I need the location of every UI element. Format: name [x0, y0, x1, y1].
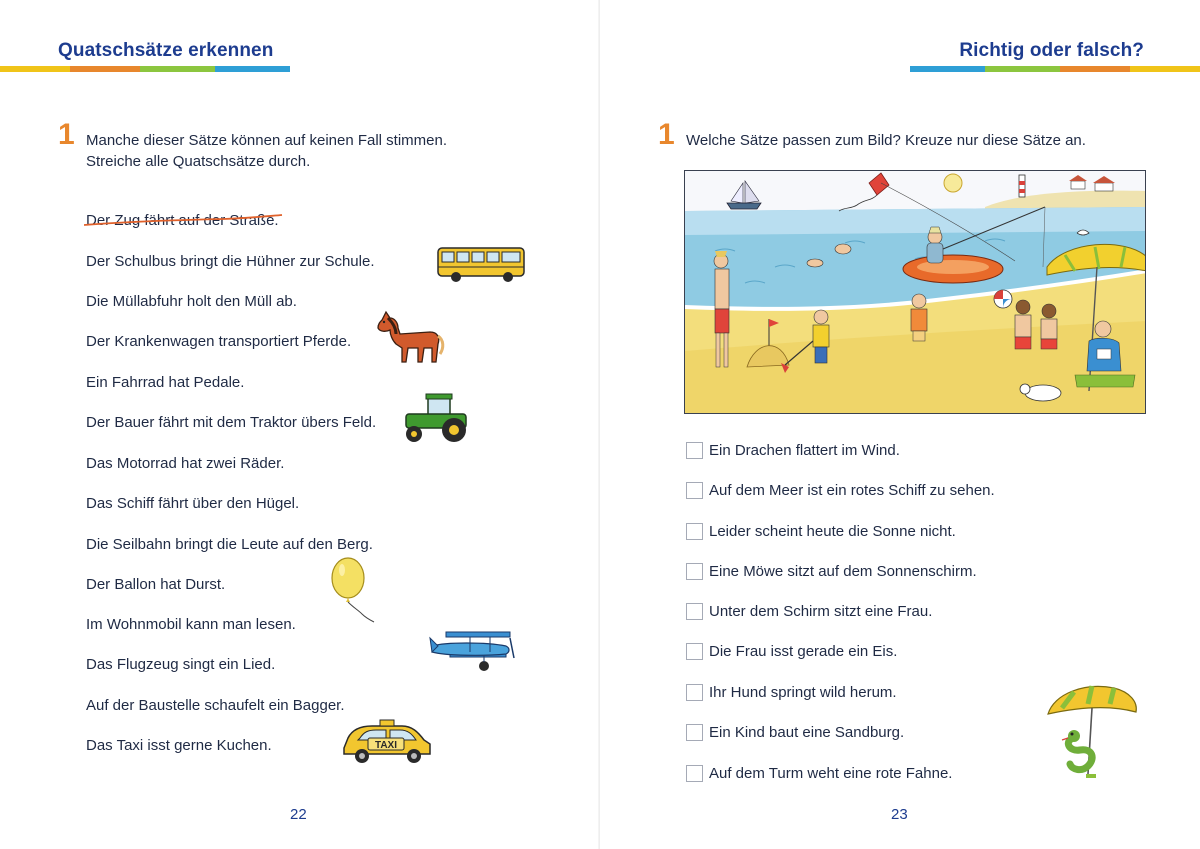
horse-icon — [374, 310, 446, 366]
left-task-number: 1 — [58, 118, 75, 151]
checkbox[interactable] — [686, 482, 703, 499]
left-page-number: 22 — [290, 806, 307, 823]
checkbox[interactable] — [686, 643, 703, 660]
airplane-icon — [426, 628, 518, 676]
checklist-item[interactable] — [686, 724, 904, 741]
checklist-label: Eine Möwe sitzt auf dem Sonnenschirm. — [709, 563, 977, 580]
strikethrough-mark — [84, 214, 284, 228]
checklist-label: Auf dem Meer ist ein rotes Schiff zu sehen. — [709, 482, 995, 499]
left-page-title: Quatschsätze erkennen — [58, 40, 274, 61]
checklist-item[interactable] — [686, 603, 932, 620]
sentence-item[interactable]: Der Krankenwagen transportiert Pferde. — [86, 333, 352, 350]
tractor-icon — [398, 392, 476, 444]
bus-icon — [436, 245, 528, 285]
checklist-item[interactable] — [686, 523, 956, 540]
checklist-item[interactable] — [686, 563, 977, 580]
sentence-item[interactable]: Auf der Baustelle schaufelt ein Bagger. — [86, 697, 345, 714]
checkbox[interactable] — [686, 724, 703, 741]
taxi-sign-text: TAXI — [374, 740, 398, 751]
checklist-label: Ein Drachen flattert im Wind. — [709, 442, 900, 459]
checklist-item[interactable] — [686, 765, 952, 782]
checklist-label: Leider scheint heute die Sonne nicht. — [709, 523, 956, 540]
checkbox[interactable] — [686, 563, 703, 580]
left-instruction — [86, 130, 506, 172]
checklist-item[interactable] — [686, 643, 897, 660]
right-color-stripe — [910, 66, 1200, 72]
checkbox[interactable] — [686, 765, 703, 782]
sentence-item[interactable]: Das Motorrad hat zwei Räder. — [86, 455, 285, 472]
sentence-item[interactable]: Die Seilbahn bringt die Leute auf den Berg. — [86, 536, 373, 553]
right-instruction: Welche Sätze passen zum Bild? Kreuze nur diese Sätze an. — [686, 132, 1086, 149]
checklist-item[interactable] — [686, 482, 995, 499]
right-page-title: Richtig oder falsch? — [959, 40, 1144, 61]
beach-scene-illustration — [684, 170, 1146, 414]
sentence-item[interactable]: Der Bauer fährt mit dem Traktor übers Feld. — [86, 414, 377, 431]
right-task-number: 1 — [658, 118, 675, 151]
taxi-icon — [338, 716, 436, 766]
sentence-item[interactable] — [86, 212, 686, 229]
sentence-item[interactable]: Der Ballon hat Durst. — [86, 576, 226, 593]
balloon-icon — [328, 556, 384, 626]
checkbox[interactable] — [686, 603, 703, 620]
sentence-item[interactable]: Das Taxi isst gerne Kuchen. — [86, 737, 272, 754]
checkbox[interactable] — [686, 523, 703, 540]
right-page-number: 23 — [891, 806, 908, 823]
sentence-item[interactable]: Das Schiff fährt über den Hügel. — [86, 495, 300, 512]
sentence-item[interactable]: Im Wohnmobil kann man lesen. — [86, 616, 296, 633]
sentence-item[interactable]: Das Flugzeug singt ein Lied. — [86, 656, 276, 673]
checkbox[interactable] — [686, 684, 703, 701]
sentence-item[interactable]: Der Schulbus bringt die Hühner zur Schule. — [86, 253, 375, 270]
sentence-text: Der Zug fährt auf der Straße. — [86, 212, 279, 229]
checklist-label: Unter dem Schirm sitzt eine Frau. — [709, 603, 933, 620]
checklist-label: Die Frau isst gerade ein Eis. — [709, 643, 898, 660]
checklist-item[interactable] — [686, 442, 900, 459]
left-color-stripe — [0, 66, 290, 72]
checklist-item[interactable] — [686, 684, 897, 701]
left-instruction-line1: Manche dieser Sätze können auf keinen Fall stimmen. — [86, 132, 448, 149]
left-instruction-line2: Streiche alle Quatschsätze durch. — [86, 153, 311, 170]
snake-mascot-icon — [1044, 680, 1140, 780]
sentence-item[interactable]: Die Müllabfuhr holt den Müll ab. — [86, 293, 297, 310]
sentence-item[interactable]: Ein Fahrrad hat Pedale. — [86, 374, 245, 391]
checkbox[interactable] — [686, 442, 703, 459]
checklist-label: Ihr Hund springt wild herum. — [709, 684, 897, 701]
checklist-label: Auf dem Turm weht eine rote Fahne. — [709, 765, 953, 782]
checklist-label: Ein Kind baut eine Sandburg. — [709, 724, 905, 741]
